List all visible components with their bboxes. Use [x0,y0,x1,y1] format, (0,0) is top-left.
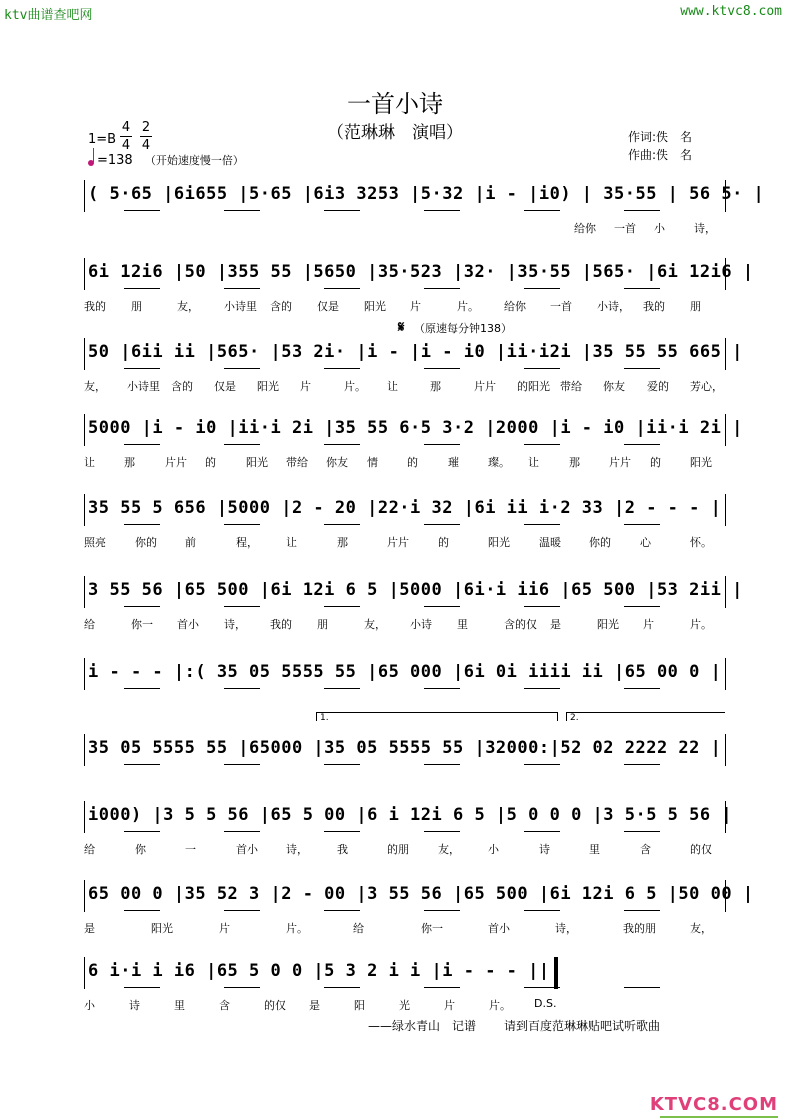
beam-underline [124,764,160,765]
notation-text: 6 i·i i i6 |65 5 0 0 |5 3 2 i i |i - - - || [88,961,550,981]
lyric-word: 我的 [643,300,665,313]
lyric-word: 带给 [286,456,308,469]
beam-underline [224,444,260,445]
volta-2 [566,712,725,721]
lyric-word: 爱的 [647,380,669,393]
notation-text: 35 55 5 656 |5000 |2 - 20 |22·i 32 |6i ii i·2 33 |2 - - - | [88,498,722,518]
beam-underline [124,831,160,832]
lyric-word: 仅是 [214,380,236,393]
lyric-word: 阳光 [690,456,712,469]
barline [725,734,726,766]
notation-line [84,410,743,450]
lyric-word: 怀。 [690,536,712,549]
notation-text: 50 |6ii ii |565· |53 2i· |i - |i - i0 |ii·i2i |35 55 55 665 | [88,342,743,362]
beam-underline [424,606,460,607]
notation-text: 5000 |i - i0 |ii·i 2i |35 55 6·5 3·2 |2000 |i - i0 |ii·i 2i | [88,418,743,438]
beam-underline [224,764,260,765]
beam-underline [124,368,160,369]
beam-underline [624,606,660,607]
beam-underline [524,524,560,525]
lyric-word: 友， [364,618,386,631]
lyric-word: 给 [84,618,95,631]
lyric-word: D.S. [534,997,557,1010]
beam-underline [124,987,160,988]
lyric-word: 诗， [555,922,577,935]
tempo-marking [88,150,244,168]
key-signature: 1=B [88,132,117,147]
beam-underline [424,368,460,369]
barline [725,258,726,290]
lyric-word: 小诗里 [127,380,160,393]
lyric-word: 友， [438,843,460,856]
notation-line [84,176,765,216]
lyric-word: 璀 [448,456,459,469]
lyric-word: 含的 [171,380,193,393]
notation-line [84,334,743,374]
beam-underline [524,606,560,607]
lyric-word: 心 [640,536,651,549]
lyric-word: 片。 [489,999,511,1012]
notation-text: i000) |3 5 5 56 |65 5 00 |6 i 12i 6 5 |5 0 0 0 |3 5·5 5 56 | [88,805,733,825]
barline [84,258,85,290]
lyric-word: 那 [569,456,580,469]
beam-underline [124,210,160,211]
beam-underline [224,688,260,689]
lyric-word: 阳光 [246,456,268,469]
barline [84,658,85,690]
barline [725,414,726,446]
lyric-word: 含的 [270,300,292,313]
beam-underline [324,910,360,911]
lyric-word: 友， [177,300,199,313]
lyric-word: 阳光 [257,380,279,393]
lyric-word: 带给 [560,380,582,393]
time-sig-b-top: 2 [141,120,151,135]
beam-underline [224,606,260,607]
notation-text: 35 05 5555 55 |65000 |35 05 5555 55 |32000:|52 02 2222 22 | [88,738,722,758]
beam-underline [624,524,660,525]
beam-underline [124,606,160,607]
barline [725,576,726,608]
lyric-word: 我的 [270,618,292,631]
lyric-word: 片 [643,618,654,631]
beam-underline [624,831,660,832]
lyric-word: 诗， [286,843,308,856]
barline [725,338,726,370]
segno-icon: 𝄋 [398,318,405,336]
footer [368,1017,660,1034]
beam-underline [424,764,460,765]
lyric-word: 一 [185,843,196,856]
lyric-word: 程， [236,536,258,549]
lyric-word: 诗 [539,843,550,856]
beam-underline [624,368,660,369]
beam-underline [624,210,660,211]
beam-underline [324,987,360,988]
lyric-word: 片 [219,922,230,935]
beam-underline [524,210,560,211]
lyric-word: 芳心， [690,380,723,393]
beam-underline [224,910,260,911]
notation-text: ( 5·65 |6i655 |5·65 |6i3 3253 |5·32 |i - |i0) | 35·55 | 56 5· | [88,184,765,204]
beam-underline [524,368,560,369]
beam-underline [124,524,160,525]
notation-line [84,254,754,294]
lyric-word: 你一 [131,618,153,631]
lyric-word: 是 [84,922,95,935]
lyric-word: 前 [185,536,196,549]
lyric-word: 的 [650,456,661,469]
beam-underline [324,368,360,369]
lyric-word: 片 [300,380,311,393]
lyric-word: 让 [286,536,297,549]
beam-underline [224,524,260,525]
time-signature-b [140,120,152,153]
time-sig-a-bottom: 4 [121,138,131,153]
lyric-word: 片。 [690,618,712,631]
lyric-word: 我的朋 [623,922,656,935]
notation-line [84,953,726,993]
lyric-word: 阳光 [151,922,173,935]
lyric-word: 首小 [177,618,199,631]
beam-underline [524,688,560,689]
lyric-word: 让 [528,456,539,469]
notation-text: i - - - |:( 35 05 5555 55 |65 000 |6i 0i iiii ii |65 00 0 | [88,662,722,682]
beam-underline [524,831,560,832]
lyric-word: 你的 [135,536,157,549]
beam-underline [324,688,360,689]
notation-text: 65 00 0 |35 52 3 |2 - 00 |3 55 56 |65 500 |6i 12i 6 5 |50 00 | [88,884,754,904]
transcriber-credit: ——绿水青山 记谱 [368,1019,477,1033]
lyric-word: 阳光 [364,300,386,313]
notation-line [84,876,754,916]
beam-underline [324,606,360,607]
notation-line [84,490,726,530]
time-sig-a-top: 4 [121,120,131,135]
barline [84,957,85,989]
song-subtitle: （范琳琳 演唱） [327,123,463,143]
lyric-word: 阳光 [488,536,510,549]
lyric-word: 含 [219,999,230,1012]
site-logo: KTVC8.COM [649,1094,778,1115]
lyric-word: 小 [488,843,499,856]
barline [725,180,726,212]
beam-underline [624,987,660,988]
notation-line [84,654,726,694]
tempo-note: （开始速度慢一倍） [144,154,244,167]
lyric-word: 的 [438,536,449,549]
lyric-word: 情 [367,456,378,469]
barline [84,734,85,766]
beam-underline [424,210,460,211]
watermark-right: www.ktvc8.com [680,4,782,19]
lyric-word: 片片 [387,536,409,549]
beam-underline [324,288,360,289]
lyric-word: 的仅 [264,999,286,1012]
lyric-word: 给 [84,843,95,856]
beam-underline [524,288,560,289]
beam-underline [524,444,560,445]
beam-underline [324,210,360,211]
lyric-word: 片。 [344,380,366,393]
lyric-word: 璨。 [488,456,510,469]
watermark-left: ktv曲谱查吧网 [4,8,93,23]
beam-underline [424,688,460,689]
lyric-word: 让 [84,456,95,469]
lyric-word: 那 [124,456,135,469]
lyric-word: 含的仅 [504,618,537,631]
beam-underline [624,444,660,445]
beam-underline [424,987,460,988]
lyric-word: 诗， [694,222,716,235]
notation-line [84,797,733,837]
barline [84,414,85,446]
lyric-word: 你的 [589,536,611,549]
barline [725,880,726,912]
beam-underline [224,831,260,832]
time-signature-a [120,120,132,153]
lyric-word: 片 [410,300,421,313]
beam-underline [124,910,160,911]
composer-credit: 作曲:佚 名 [628,148,693,162]
lyric-word: 给你 [574,222,596,235]
lyric-word: 小诗里 [224,300,257,313]
lyric-word: 小 [654,222,665,235]
lyric-word: 含 [640,843,651,856]
beam-underline [324,831,360,832]
barline [84,494,85,526]
lyric-word: 那 [337,536,348,549]
barline [84,338,85,370]
lyric-word: 是 [550,618,561,631]
lyric-word: 片片 [609,456,631,469]
lyric-word: 朋 [317,618,328,631]
lyric-word: 的仅 [690,843,712,856]
song-title: 一首小诗 [347,90,443,118]
lyric-word: 光 [399,999,410,1012]
lyric-word: 仅是 [317,300,339,313]
lyric-word: 片。 [457,300,479,313]
beam-underline [224,210,260,211]
lyric-word: 一首 [614,222,636,235]
beam-underline [424,444,460,445]
notation-line [84,572,743,612]
lyricist-credit: 作词:佚 名 [628,130,693,144]
beam-underline [124,444,160,445]
barline [725,494,726,526]
lyric-word: 我 [337,843,348,856]
time-sig-b-bottom: 4 [141,138,151,153]
barline [554,957,558,989]
barline [84,801,85,833]
beam-underline [624,688,660,689]
tempo-value: =138 [97,153,133,168]
lyric-word: 的朋 [387,843,409,856]
beam-underline [524,910,560,911]
barline [725,658,726,690]
beam-underline [124,288,160,289]
lyric-word: 片片 [474,380,496,393]
lyric-word: 诗 [129,999,140,1012]
notation-line [84,730,726,770]
lyric-word: 诗， [224,618,246,631]
beam-underline [324,524,360,525]
beam-underline [624,910,660,911]
beam-underline [324,444,360,445]
notation-text: 3 55 56 |65 500 |6i 12i 6 5 |5000 |6i·i ii6 |65 500 |53 2ii | [88,580,743,600]
lyric-word: 朋 [690,300,701,313]
volta-1 [316,712,558,721]
volta-2-label: 2. [570,713,579,723]
lyric-word: 里 [589,843,600,856]
lyric-word: 小诗， [597,300,630,313]
lyric-word: 小 [84,999,95,1012]
lyric-word: 你一 [421,922,443,935]
beam-underline [524,987,560,988]
lyric-word: 一首 [550,300,572,313]
barline [84,880,85,912]
volta-1-label: 1. [320,713,329,723]
lyric-word: 给你 [504,300,526,313]
notation-text: 6i 12i6 |50 |355 55 |5650 |35·523 |32· |35·55 |565· |6i 12i6 | [88,262,754,282]
lyric-word: 你 [135,843,146,856]
beam-underline [224,368,260,369]
lyric-word: 片 [444,999,455,1012]
barline [84,180,85,212]
lyric-word: 你友 [603,380,625,393]
lyric-word: 的 [205,456,216,469]
lyric-word: 片。 [286,922,308,935]
beam-underline [224,288,260,289]
lyric-word: 那 [430,380,441,393]
beam-underline [524,764,560,765]
lyric-word: 的阳光 [517,380,550,393]
lyric-word: 小诗 [410,618,432,631]
beam-underline [424,910,460,911]
lyric-word: 首小 [236,843,258,856]
segno-note: （原速每分钟138） [414,322,512,335]
lyric-word: 首小 [488,922,510,935]
lyric-word: 照亮 [84,536,106,549]
beam-underline [424,831,460,832]
lyric-word: 阳光 [597,618,619,631]
beam-underline [624,288,660,289]
logo-underline [660,1116,778,1118]
lyric-word: 的 [407,456,418,469]
beam-underline [124,688,160,689]
beam-underline [424,288,460,289]
lyric-word: 友， [690,922,712,935]
lyric-word: 我的 [84,300,106,313]
lyric-word: 你友 [326,456,348,469]
lyric-word: 是 [309,999,320,1012]
barline [84,576,85,608]
beam-underline [624,764,660,765]
lyric-word: 给 [353,922,364,935]
lyric-word: 让 [387,380,398,393]
lyric-word: 里 [457,618,468,631]
lyric-word: 温暖 [539,536,561,549]
barline [725,801,726,833]
beam-underline [224,987,260,988]
lyric-word: 阳 [354,999,365,1012]
beam-underline [324,764,360,765]
lyric-word: 里 [174,999,185,1012]
lyric-word: 朋 [131,300,142,313]
listen-note: 请到百度范琳琳贴吧试听歌曲 [504,1019,661,1033]
lyric-word: 友， [84,380,106,393]
lyric-word: 片片 [165,456,187,469]
beam-underline [424,524,460,525]
